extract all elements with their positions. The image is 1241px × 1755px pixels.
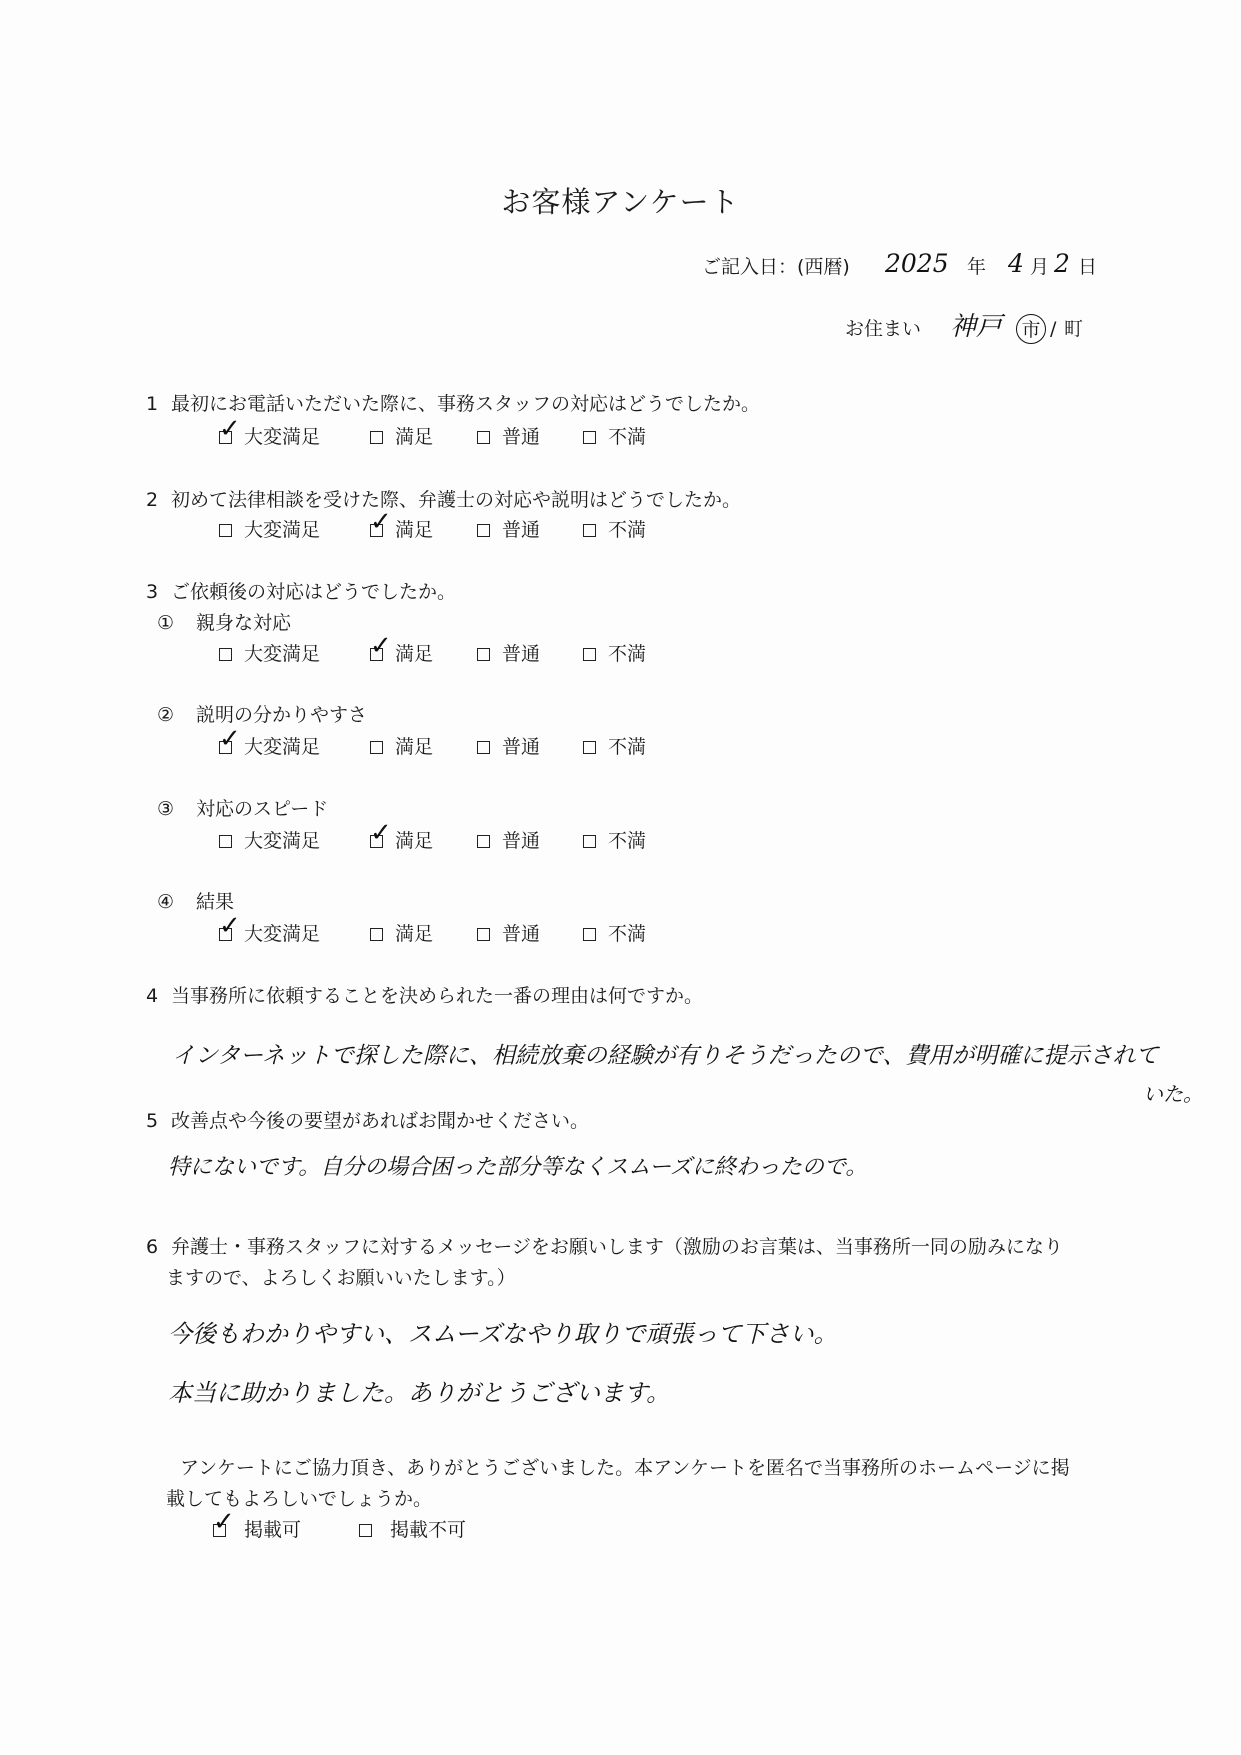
- question-6-continued: [0, 1266, 1241, 1290]
- option-dissatisfied: [583, 922, 646, 946]
- checkbox-icon: [583, 928, 596, 941]
- option-publish-not-allowed: [359, 1518, 466, 1542]
- question-number: 1: [146, 393, 159, 415]
- item-text: 親身な対応: [196, 612, 292, 634]
- checkbox-icon: [477, 741, 490, 754]
- question-number: 3: [146, 581, 159, 603]
- option-label: 満足: [395, 736, 434, 758]
- option-label: 普通: [502, 426, 541, 448]
- question-1: [0, 392, 1241, 416]
- checkbox-icon: [583, 431, 596, 444]
- date-year-unit: 年: [967, 256, 987, 278]
- option-label: 大変満足: [244, 923, 321, 945]
- date-month: 4: [1008, 249, 1024, 278]
- option-label: 満足: [395, 923, 434, 945]
- checkbox-icon: [213, 1524, 226, 1537]
- question-6-answer-line-1: 今後もわかりやすい、スムーズなやり取りで頑張って下さい。: [168, 1320, 838, 1348]
- option-label: 普通: [502, 736, 541, 758]
- date-day-unit: 日: [1078, 256, 1098, 278]
- option-very-satisfied: [219, 829, 370, 853]
- option-label: 不満: [608, 736, 647, 758]
- checkbox-icon: [370, 648, 383, 661]
- option-publish-allowed: [213, 1518, 359, 1542]
- checkbox-icon: [219, 928, 232, 941]
- city-circle-mark: [1016, 314, 1046, 344]
- checkbox-icon: [583, 835, 596, 848]
- option-label: 不満: [608, 519, 647, 541]
- checkbox-icon: [370, 928, 383, 941]
- option-label: 大変満足: [244, 643, 321, 665]
- option-normal: [477, 425, 583, 449]
- option-very-satisfied: [219, 735, 370, 759]
- option-dissatisfied: [583, 829, 646, 853]
- question-3-item-1-options: [219, 642, 646, 666]
- checkbox-icon: [219, 524, 232, 537]
- option-dissatisfied: [583, 735, 646, 759]
- option-very-satisfied: [219, 518, 370, 542]
- option-very-satisfied: [219, 922, 370, 946]
- question-number: 6: [146, 1236, 159, 1258]
- option-dissatisfied: [583, 642, 646, 666]
- date-label: ご記入日：(西暦): [702, 256, 850, 278]
- option-very-satisfied: [219, 642, 370, 666]
- option-satisfied: [370, 518, 477, 542]
- option-normal: [477, 922, 583, 946]
- question-text: 当事務所に依頼することを決められた一番の理由は何ですか。: [171, 985, 704, 1007]
- question-number: 2: [146, 489, 159, 511]
- option-dissatisfied: [583, 518, 646, 542]
- question-3-item-3: [0, 797, 1241, 821]
- option-normal: [477, 518, 583, 542]
- item-text: 対応のスピード: [196, 798, 329, 820]
- question-2: [0, 488, 1241, 512]
- checkbox-icon: [219, 648, 232, 661]
- checkbox-icon: [370, 835, 383, 848]
- checkbox-icon: [370, 431, 383, 444]
- option-satisfied: [370, 425, 477, 449]
- option-label: 普通: [502, 923, 541, 945]
- option-very-satisfied: [219, 425, 370, 449]
- question-5-answer-line-1: 特にないです。自分の場合困った部分等なくスムーズに終わったので。: [168, 1155, 868, 1180]
- checkbox-icon: [219, 431, 232, 444]
- question-text: 最初にお電話いただいた際に、事務スタッフの対応はどうでしたか。: [171, 393, 761, 415]
- publish-options: [213, 1518, 466, 1542]
- date-day: 2: [1054, 249, 1070, 278]
- question-3-item-1: [0, 611, 1241, 635]
- item-mark: ④: [157, 891, 175, 913]
- question-4-answer-line-2: いた。: [1143, 1082, 1203, 1106]
- question-text: ご依頼後の対応はどうでしたか。: [171, 581, 457, 603]
- option-label: 満足: [395, 426, 434, 448]
- option-label: 不満: [608, 923, 647, 945]
- question-6-answer-line-2: 本当に助かりました。ありがとうございます。: [168, 1379, 671, 1407]
- item-text: 説明の分かりやすさ: [196, 704, 368, 726]
- option-label: 不満: [608, 830, 647, 852]
- option-normal: [477, 829, 583, 853]
- checkbox-icon: [583, 524, 596, 537]
- option-label: 大変満足: [244, 519, 321, 541]
- question-3-item-3-options: [219, 829, 646, 853]
- question-1-options: [219, 425, 646, 449]
- address-town-label: 町: [1064, 318, 1084, 340]
- publish-text-line-2: 載してもよろしいでしょうか。: [166, 1488, 433, 1510]
- checkbox-icon: [370, 741, 383, 754]
- check-mark-icon: [219, 416, 241, 442]
- option-dissatisfied: [583, 425, 646, 449]
- checkbox-icon: [583, 741, 596, 754]
- check-mark-icon: [370, 820, 392, 846]
- option-label: 不満: [608, 643, 647, 665]
- option-satisfied: [370, 735, 477, 759]
- option-label: 大変満足: [244, 830, 321, 852]
- checkbox-icon: [370, 524, 383, 537]
- option-label: 満足: [395, 830, 434, 852]
- check-mark-icon: [219, 726, 241, 752]
- question-2-options: [219, 518, 646, 542]
- checkbox-icon: [477, 648, 490, 661]
- publish-text-line-1: アンケートにご協力頂き、ありがとうございました。本アンケートを匿名で当事務所のホームページに掲: [180, 1457, 1070, 1479]
- question-text-line-2: ますので、よろしくお願いいたします。）: [166, 1267, 516, 1289]
- question-number: 5: [146, 1110, 159, 1132]
- option-label: 掲載不可: [390, 1519, 467, 1541]
- item-mark: ③: [157, 798, 175, 820]
- option-label: 普通: [502, 519, 541, 541]
- checkbox-icon: [219, 741, 232, 754]
- checkbox-icon: [219, 835, 232, 848]
- option-label: 掲載可: [244, 1519, 302, 1541]
- option-satisfied: [370, 829, 477, 853]
- question-6: [0, 1235, 1241, 1259]
- address-label: お住まい: [845, 318, 922, 340]
- option-normal: [477, 642, 583, 666]
- address-city-label: 市: [1016, 314, 1046, 344]
- check-mark-icon: [370, 509, 392, 535]
- question-3-item-2: [0, 703, 1241, 727]
- question-text: 改善点や今後の要望があればお聞かせください。: [171, 1110, 590, 1132]
- checkbox-icon: [359, 1524, 372, 1537]
- option-normal: [477, 735, 583, 759]
- option-label: 不満: [608, 426, 647, 448]
- question-3-item-4: [0, 890, 1241, 914]
- option-label: 大変満足: [244, 426, 321, 448]
- check-mark-icon: [219, 913, 241, 939]
- checkbox-icon: [583, 648, 596, 661]
- option-label: 大変満足: [244, 736, 321, 758]
- publish-consent-text-continued: [0, 1487, 1241, 1511]
- address-city-name: 神戸: [950, 312, 1003, 342]
- option-label: 満足: [395, 519, 434, 541]
- option-satisfied: [370, 642, 477, 666]
- question-3-item-4-options: [219, 922, 646, 946]
- date-year: 2025: [885, 249, 949, 278]
- check-mark-icon: [213, 1509, 235, 1535]
- checkbox-icon: [477, 431, 490, 444]
- option-satisfied: [370, 922, 477, 946]
- question-4-answer-line-1: インターネットで探した際に、相続放棄の経験が有りそうだったので、費用が明確に提示されて: [172, 1043, 1159, 1069]
- question-number: 4: [146, 985, 159, 1007]
- option-label: 満足: [395, 643, 434, 665]
- page-title: お客様アンケート: [501, 185, 740, 219]
- checkbox-icon: [477, 835, 490, 848]
- question-3: [0, 580, 1241, 604]
- option-label: 普通: [502, 643, 541, 665]
- item-mark: ②: [157, 704, 175, 726]
- checkbox-icon: [477, 928, 490, 941]
- item-mark: ①: [157, 612, 175, 634]
- checkbox-icon: [477, 524, 490, 537]
- date-month-unit: 月: [1030, 256, 1050, 278]
- item-text: 結果: [196, 891, 235, 913]
- question-text-line-1: 弁護士・事務スタッフに対するメッセージをお願いします（激励のお言葉は、当事務所一同の励みになり: [171, 1236, 1063, 1258]
- address-separator: /: [1050, 318, 1057, 340]
- option-label: 普通: [502, 830, 541, 852]
- question-3-item-2-options: [219, 735, 646, 759]
- question-5: [0, 1109, 1241, 1133]
- question-text: 初めて法律相談を受けた際、弁護士の対応や説明はどうでしたか。: [171, 489, 742, 511]
- publish-consent-text: [0, 1456, 1241, 1480]
- check-mark-icon: [370, 633, 392, 659]
- question-4: [0, 984, 1241, 1008]
